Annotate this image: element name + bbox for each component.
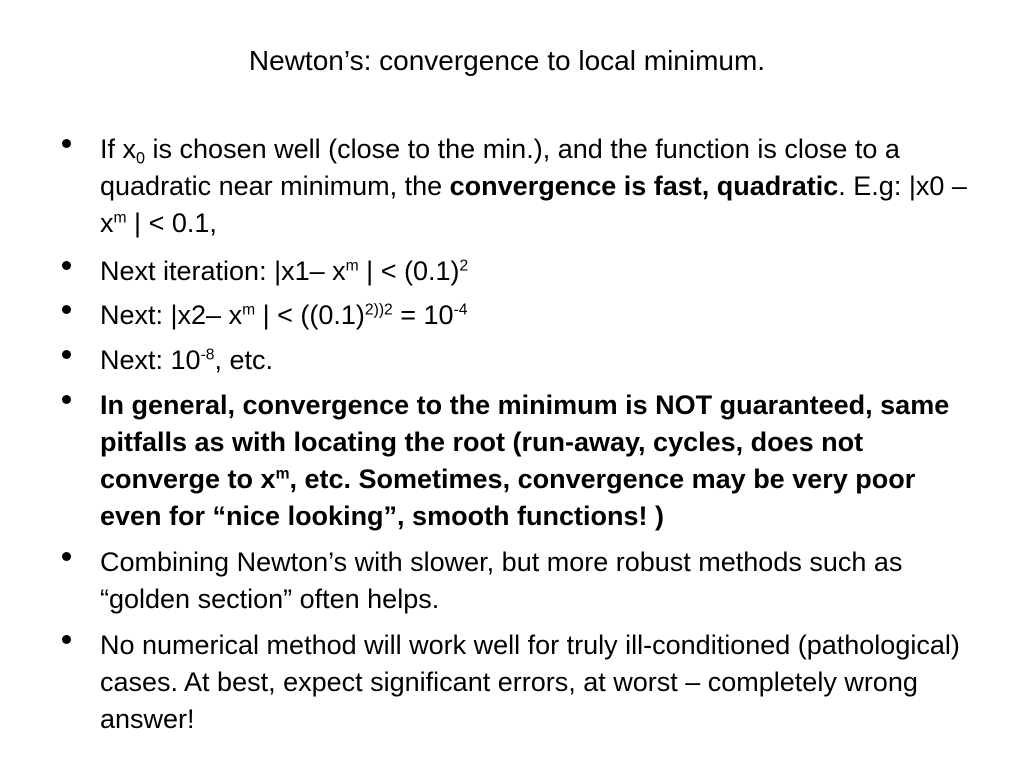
bullet-text: , etc. Sometimes, convergence may be very poor even for “nice looking”, smooth functions! ): [100, 464, 916, 531]
bullet-dot-icon: [62, 261, 71, 270]
superscript: m: [345, 257, 359, 275]
bullet-item-next-1: [100, 297, 980, 334]
bullet-item-next-2: [100, 342, 980, 379]
bullet-text: Combining Newton’s with slower, but more robust methods such as “golden section” often helps.: [100, 547, 903, 614]
superscript: 2: [459, 257, 469, 275]
bullet-text: | < ((0.1): [255, 300, 365, 330]
bullet-item-ill-conditioned: [100, 627, 980, 738]
bullet-dot-icon: [62, 552, 71, 561]
bullet-text: , etc.: [214, 345, 274, 375]
bullet-text: Next iteration: |x1– x: [100, 256, 346, 286]
bullet-dot-icon: [62, 350, 71, 359]
bullet-dot-icon: [62, 305, 71, 314]
bullet-dot-icon: [62, 139, 71, 148]
superscript: -8: [200, 346, 215, 364]
superscript: m: [242, 301, 256, 319]
bullet-dot-icon: [62, 635, 71, 644]
superscript: m: [275, 465, 290, 483]
bullet-text: is chosen well (close to the min.), and the function is close to a quadratic near minimum, the: [100, 134, 900, 201]
bullet-dot-icon: [62, 395, 71, 404]
bullet-item-initial-guess: [100, 131, 980, 242]
superscript: )2: [378, 301, 393, 319]
bullet-text: In general, convergence to the minimum is NOT guaranteed, same pitfalls as with locating the root (run-away, cycles, does not converge to x: [100, 390, 950, 494]
bullet-item-next-iteration: [100, 253, 980, 290]
bullet-text: If x: [100, 134, 137, 164]
bullet-item-general-warning: [100, 387, 980, 535]
bullet-text: . E.g: |x0 – x: [100, 171, 967, 238]
bullet-text: | < (0.1): [358, 256, 460, 286]
superscript: -4: [453, 301, 468, 319]
superscript: 2): [364, 301, 379, 319]
bullet-text: Next: |x2– x: [100, 300, 243, 330]
superscript: m: [113, 209, 127, 227]
subscript: 0: [136, 149, 146, 168]
bold-text: convergence is fast, quadratic: [449, 171, 839, 201]
slide-title: Newton’s: convergence to local minimum.: [248, 45, 766, 76]
bullet-text: = 10: [392, 300, 454, 330]
bullet-text: Next: 10: [100, 345, 201, 375]
bullet-item-combining-methods: [100, 544, 980, 618]
bullet-text: | < 0.1,: [126, 208, 217, 238]
bullet-text: No numerical method will work well for truly ill-conditioned (pathological) cases. At best, expect significant errors, at worst – completely wrong answer!: [100, 630, 960, 734]
